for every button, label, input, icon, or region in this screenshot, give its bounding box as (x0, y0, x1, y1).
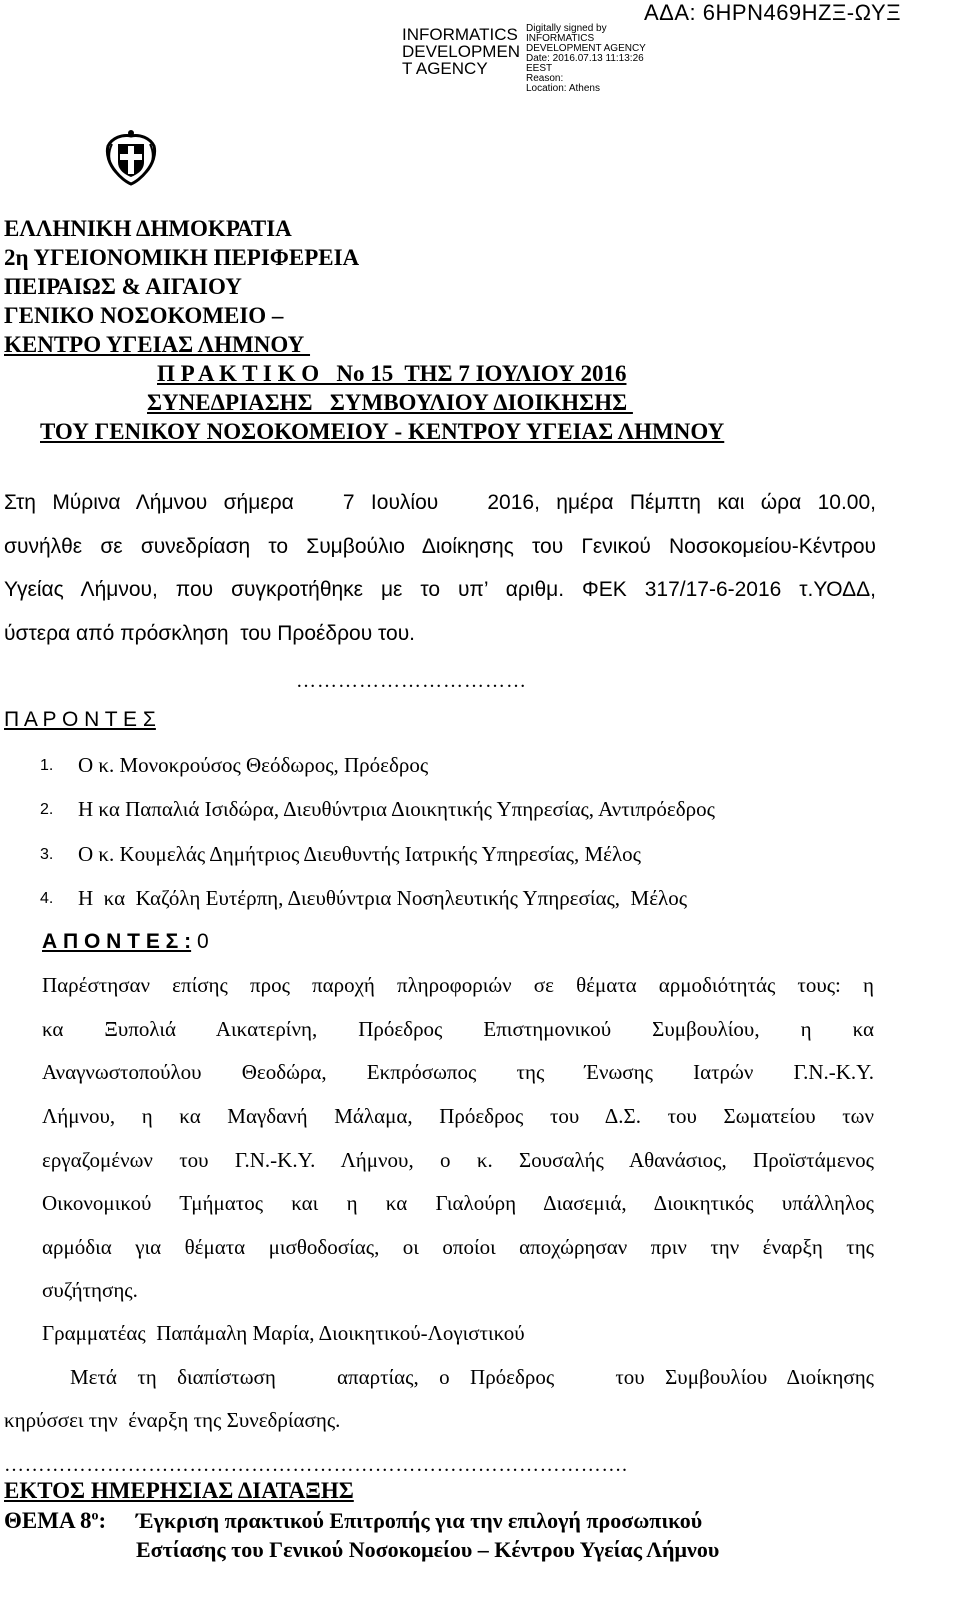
member-number: 2. (40, 801, 54, 818)
member-text: Ο κ. Μονοκρούσος Θεόδωρος, Πρόεδρος (78, 753, 429, 777)
signature-organization (402, 26, 520, 77)
secretary-line: Γραμματέας Παπάμαλη Μαρία, Διοικητικού-Λογιστικού (42, 1321, 525, 1345)
header-line-country: ΕΛΛΗΝΙΚΗ ΔΗΜΟΚΡΑΤΙΑ (4, 216, 292, 241)
header-line-area: ΠΕΙΡΑΙΩΣ & ΑΙΓΑΙΟΥ (4, 274, 242, 299)
attendance-line (42, 1060, 874, 1085)
signature-detail-line: INFORMATICS (526, 33, 595, 44)
topic-label-sup: ο (91, 1508, 99, 1524)
signature-detail-line: Reason: (526, 73, 564, 84)
intro-line (4, 578, 876, 602)
separator-dots: ………………………………………………………………………………. (4, 1454, 628, 1476)
topic-label-text: ΘΕΜΑ 8 (4, 1508, 92, 1533)
intro-line (4, 535, 876, 559)
attendance-line (42, 1017, 874, 1042)
attendance-line (42, 973, 874, 998)
intro-line-text: Υγείας Λήμνου, που συγκροτήθηκε με το υπ’ αριθμ. ΦΕΚ 317/17-6-2016 τ.ΥΟΔΔ, (4, 578, 876, 601)
signature-org-line: T AGENCY (402, 59, 488, 78)
signature-org-line: DEVELOPMEN (402, 42, 521, 61)
hospital-title: ΤΟΥ ΓΕΝΙΚΟΥ ΝΟΣΟΚΟΜΕΙΟΥ - ΚΕΝΤΡΟΥ ΥΓΕΙΑΣ ΛΗΜΝΟΥ (40, 419, 725, 444)
signature-org-line: INFORMATICS (402, 25, 518, 44)
present-heading: Π Α Ρ Ο Ν Τ Ε Σ (4, 708, 156, 731)
quorum-line-text: Μετά τη διαπίστωση απαρτίας, ο Πρόεδρος του Συμβουλίου Διοίκησης (70, 1365, 874, 1389)
attendance-line (42, 1191, 874, 1216)
attendance-line-text: Λήμνου, η κα Μαγδανή Μάλαμα, Πρόεδρος του Δ.Σ. του Σωματείου των (42, 1104, 874, 1128)
topic-label (4, 1508, 106, 1534)
attendance-line-text: Παρέστησαν επίσης προς παροχή πληροφοριών σε θέματα αρμοδιότητάς τους: η (42, 973, 874, 997)
member-number: 3. (40, 846, 54, 863)
signature-detail-line: Digitally signed by (526, 23, 607, 34)
topic-label-colon: : (98, 1508, 107, 1533)
header-line-hospital: ΓΕΝΙΚΟ ΝΟΣΟΚΟΜΕΙΟ – (4, 303, 284, 328)
signature-detail-line: DEVELOPMENT AGENCY (526, 43, 646, 54)
attendance-line (42, 1235, 874, 1260)
attendance-line-text: αρμόδια για θέματα μισθοδοσίας, οι οποίοι αποχώρησαν πριν την έναρξη της (42, 1235, 874, 1259)
topic-line: Εστίασης του Γενικού Νοσοκομείου – Κέντρου Υγείας Λήμνου (136, 1537, 720, 1562)
ada-code: ΑΔΑ: 6ΗΡΝ469ΗΖΞ-ΩΥΞ (644, 0, 902, 25)
attendance-line-text: Οικονομικού Τμήματος και η κα Γιαλούρη Διασεμιά, Διοικητικός υπάλληλος (42, 1191, 874, 1215)
member-number: 4. (40, 890, 54, 907)
attendance-line-text: εργαζομένων του Γ.Ν.-Κ.Υ. Λήμνου, ο κ. Σουσαλής Αθανάσιος, Προϊστάμενος (42, 1148, 874, 1172)
quorum-line: κηρύσσει την έναρξη της Συνεδρίασης. (4, 1408, 341, 1432)
quorum-line (70, 1365, 874, 1390)
agenda-heading: ΕΚΤΟΣ ΗΜΕΡΗΣΙΑΣ ΔΙΑΤΑΞΗΣ (4, 1478, 354, 1503)
attendance-line (42, 1148, 874, 1173)
intro-line: ύστερα από πρόσκληση του Προέδρου του. (4, 622, 416, 645)
header-line-health-center: ΚΕΝΤΡΟ ΥΓΕΙΑΣ ΛΗΜΝΟΥ (4, 332, 311, 357)
session-title: ΣΥΝΕΔΡΙΑΣΗΣ ΣΥΜΒΟΥΛΙΟΥ ΔΙΟΙΚΗΣΗΣ (147, 390, 633, 415)
attendance-line (42, 1104, 874, 1129)
greek-emblem-icon (100, 130, 162, 188)
attendance-line: συζήτησης. (42, 1278, 138, 1302)
minutes-title: Π Ρ Α Κ Τ Ι Κ Ο Νο 15 ΤΗΣ 7 ΙΟΥΛΙΟΥ 2016 (157, 361, 627, 386)
separator-dots: …………………………… (296, 670, 527, 692)
signature-detail-line: EEST (526, 63, 553, 74)
intro-line-text: Στη Μύρινα Λήμνου σήμερα 7 Ιουλίου 2016, ημέρα Πέμπτη και ώρα 10.00, (4, 491, 876, 514)
member-text: Η κα Καζόλη Ευτέρπη, Διευθύντρια Νοσηλευτικής Υπηρεσίας, Μέλος (78, 886, 688, 910)
absent-row (42, 930, 209, 954)
signature-detail-line: Location: Athens (526, 83, 600, 94)
member-text: Ο κ. Κουμελάς Δημήτριος Διευθυντής Ιατρικής Υπηρεσίας, Μέλος (78, 842, 641, 866)
signature-detail-line: Date: 2016.07.13 11:13:26 (526, 53, 644, 64)
attendance-line-text: κα Ξυπολιά Αικατερίνη, Πρόεδρος Επιστημονικού Συμβουλίου, η κα (42, 1017, 874, 1041)
header-line-region: 2η ΥΓΕΙΟΝΟΜΙΚΗ ΠΕΡΙΦΕΡΕΙΑ (4, 245, 360, 270)
absent-count: 0 (191, 930, 209, 953)
topic-line: Έγκριση πρακτικού Επιτροπής για την επιλογή προσωπικού (136, 1508, 703, 1533)
absent-heading: Α Π Ο Ν Τ Ε Σ : (42, 930, 192, 953)
attendance-line-text: Αναγνωστοπούλου Θεοδώρα, Εκπρόσωπος της Ένωσης Ιατρών Γ.Ν.-Κ.Υ. (42, 1060, 874, 1084)
member-text: Η κα Παπαλιά Ισιδώρα, Διευθύντρια Διοικητικής Υπηρεσίας, Αντιπρόεδρος (78, 797, 715, 821)
intro-line-text: συνήλθε σε συνεδρίαση το Συμβούλιο Διοίκησης του Γενικού Νοσοκομείου-Κέντρου (4, 535, 876, 558)
signature-details (526, 24, 646, 94)
intro-line (4, 491, 876, 515)
member-number: 1. (40, 757, 54, 774)
